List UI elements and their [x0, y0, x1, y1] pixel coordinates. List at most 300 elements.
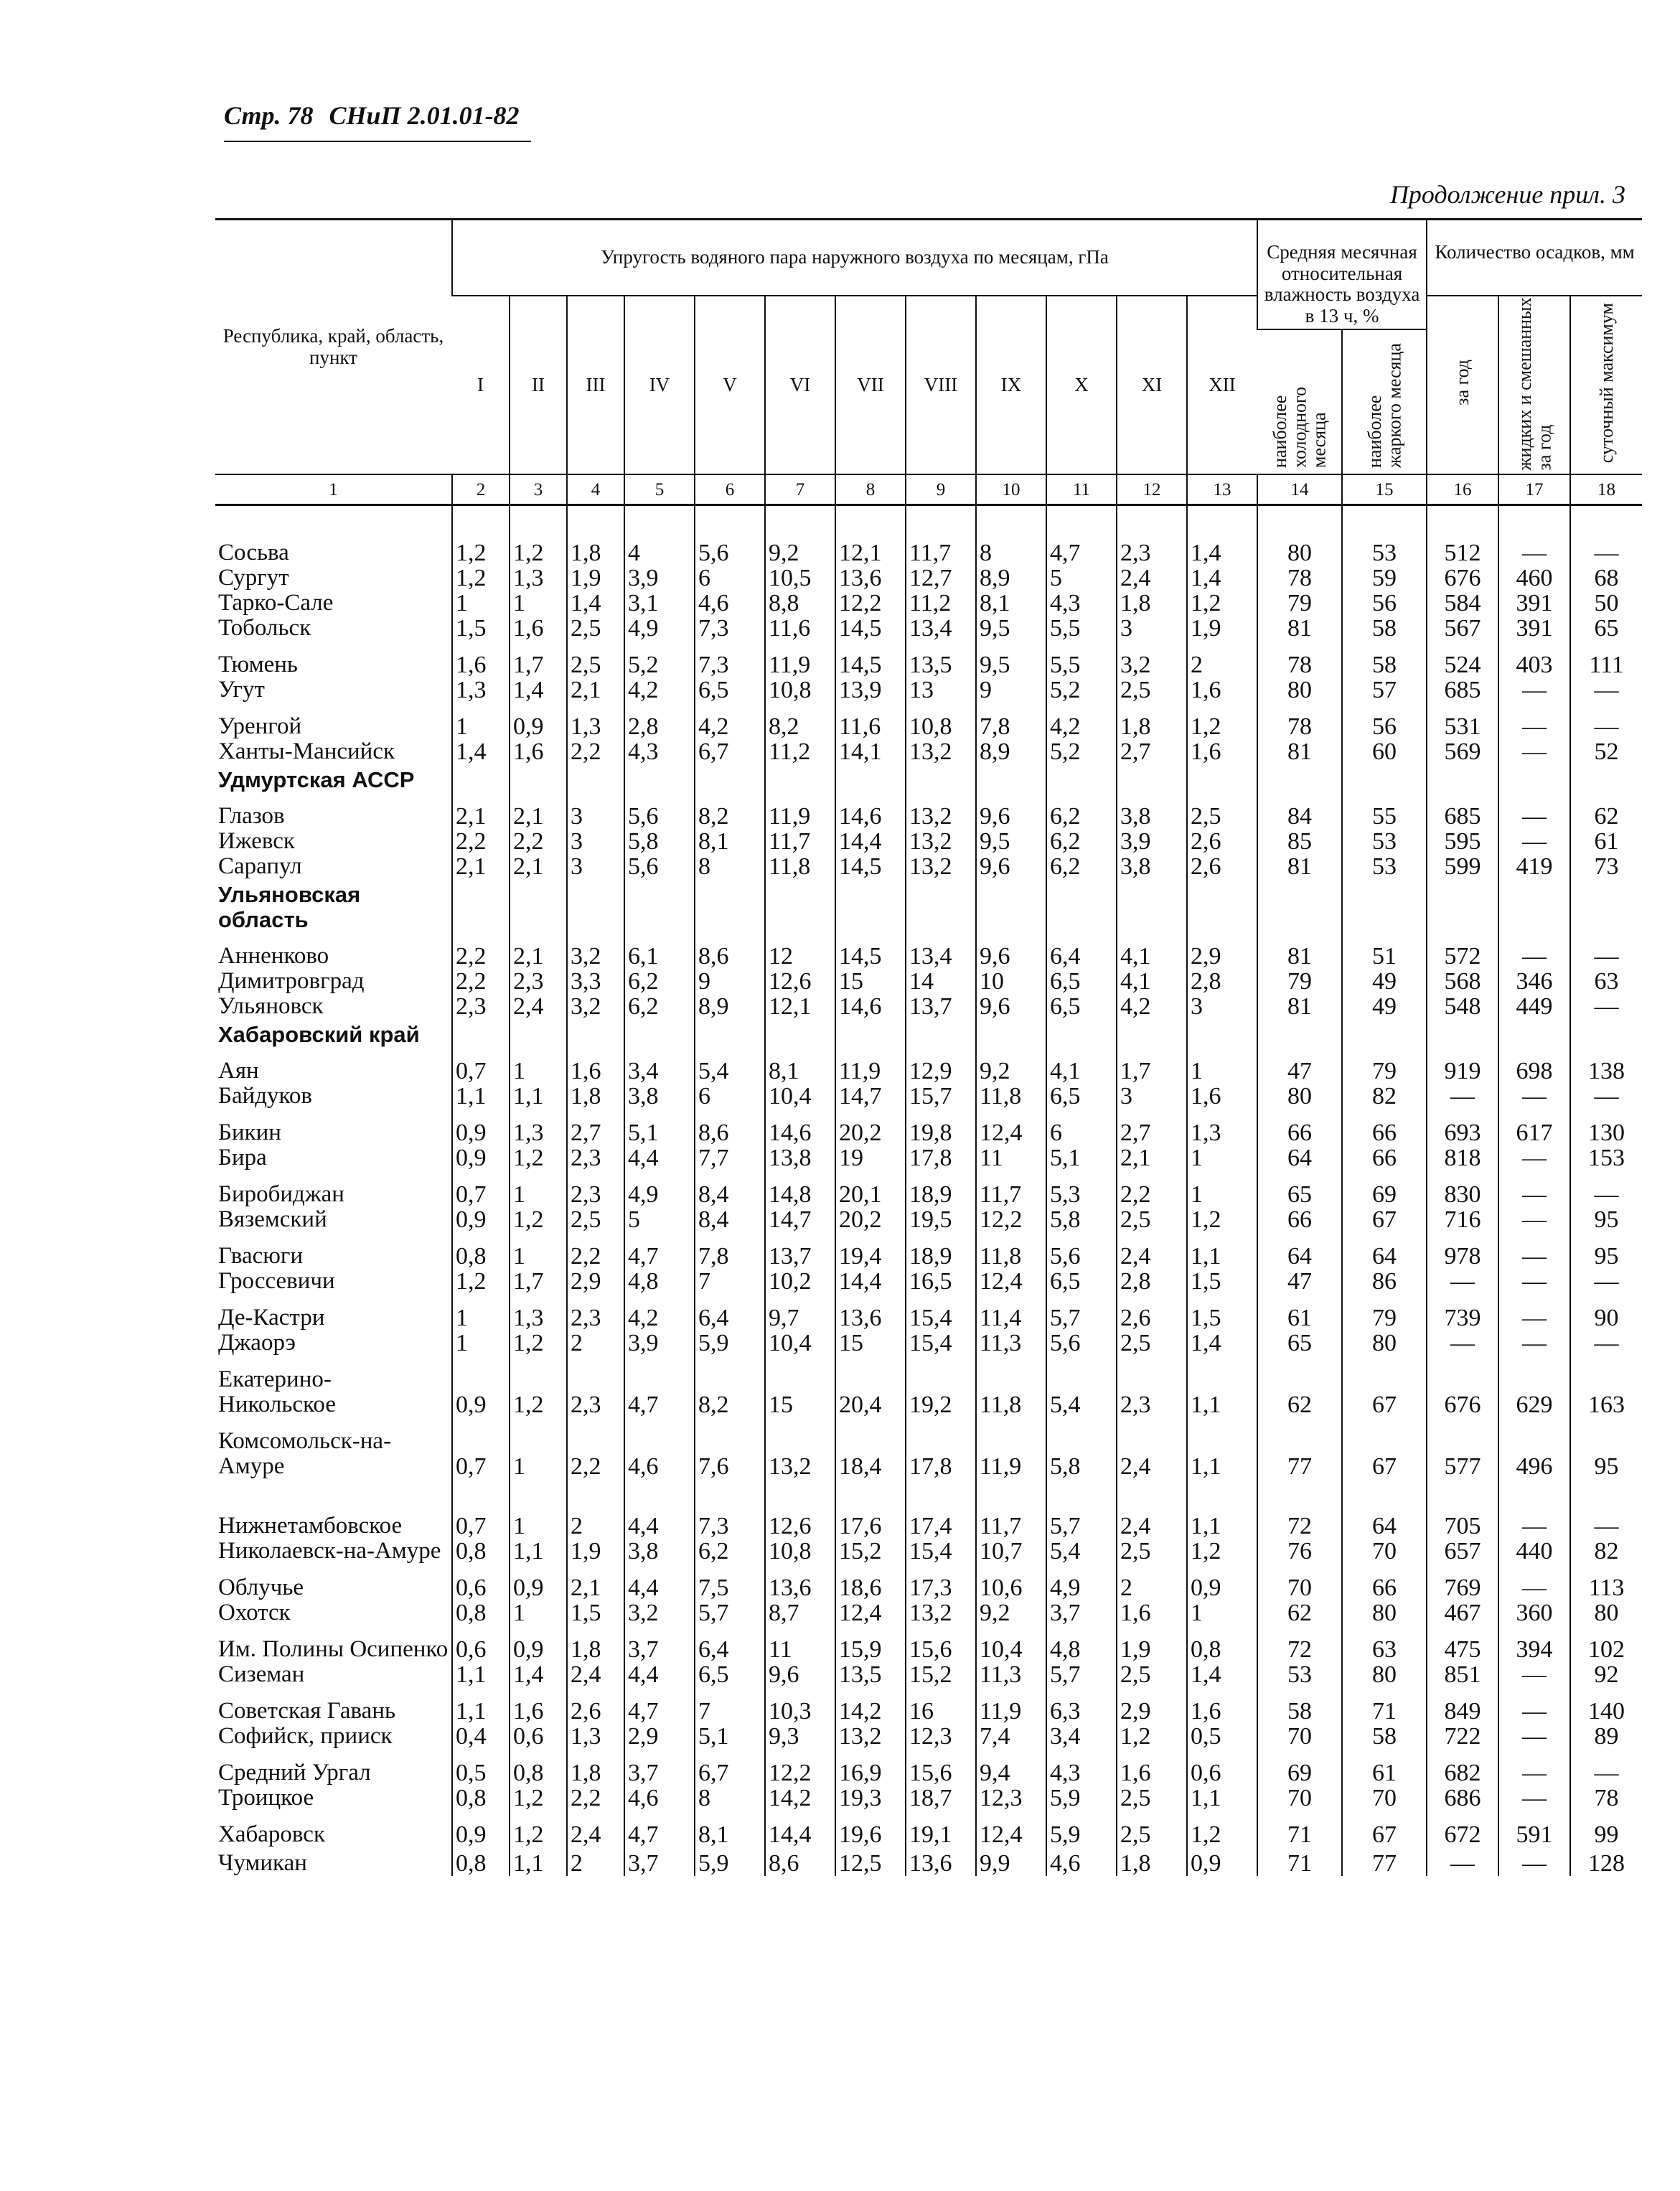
- vapor-pressure-value: 2,2: [452, 829, 510, 854]
- empty-cell: [976, 932, 1046, 944]
- empty-cell: [1498, 1687, 1570, 1699]
- empty-cell: [1570, 1417, 1642, 1429]
- col-header-month-1: I: [452, 296, 510, 474]
- vapor-pressure-value: 0,9: [452, 1367, 510, 1417]
- row-spacer: [215, 505, 1642, 541]
- vapor-pressure-value: 12,2: [835, 591, 906, 616]
- vapor-pressure-value: 4,2: [1117, 994, 1187, 1019]
- empty-cell: [835, 1047, 906, 1059]
- precipitation-value: —: [1498, 677, 1570, 703]
- precipitation-value: 591: [1498, 1822, 1570, 1847]
- empty-cell: [765, 505, 835, 541]
- empty-cell: [452, 879, 510, 932]
- vapor-pressure-value: 0,5: [452, 1760, 510, 1786]
- vapor-pressure-value: 1,8: [567, 1084, 624, 1109]
- column-number: 1: [215, 474, 452, 505]
- empty-cell: [1342, 1625, 1427, 1637]
- empty-cell: [1117, 1109, 1187, 1120]
- vapor-pressure-value: 2,1: [510, 944, 567, 969]
- column-number: 8: [835, 474, 906, 505]
- vapor-pressure-value: 16,9: [835, 1760, 906, 1786]
- vapor-pressure-value: 6,5: [1046, 994, 1117, 1019]
- empty-cell: [1187, 1294, 1257, 1305]
- precipitation-value: 577: [1427, 1429, 1498, 1479]
- empty-cell: [1427, 1294, 1498, 1305]
- vapor-pressure-value: 6,5: [1046, 1084, 1117, 1109]
- empty-cell: [1046, 1811, 1117, 1822]
- empty-cell: [1427, 792, 1498, 804]
- precipitation-value: 346: [1498, 969, 1570, 994]
- precipitation-value: 391: [1498, 591, 1570, 616]
- empty-cell: [976, 703, 1046, 714]
- vapor-pressure-value: 8,6: [695, 1120, 765, 1145]
- precipitation-value: 531: [1427, 714, 1498, 739]
- precipitation-value: —: [1570, 677, 1642, 703]
- empty-cell: [1046, 1687, 1117, 1699]
- humidity-value: 58: [1342, 1724, 1427, 1749]
- vapor-pressure-value: 0,8: [452, 1539, 510, 1564]
- empty-cell: [835, 764, 906, 792]
- vapor-pressure-value: 5,6: [695, 540, 765, 566]
- humidity-value: 85: [1257, 829, 1342, 854]
- vapor-pressure-value: 13: [906, 677, 976, 703]
- empty-cell: [1570, 1232, 1642, 1244]
- col-header-precip-liquid: жидких и смешанных за год: [1498, 296, 1570, 474]
- vapor-pressure-value: 0,9: [452, 1120, 510, 1145]
- empty-cell: [1498, 1811, 1570, 1822]
- empty-cell: [1427, 1170, 1498, 1182]
- vapor-pressure-value: 0,6: [452, 1637, 510, 1662]
- empty-cell: [567, 1749, 624, 1760]
- vapor-pressure-value: 1,4: [452, 739, 510, 764]
- vapor-pressure-value: 7: [695, 1699, 765, 1724]
- empty-cell: [567, 1479, 624, 1514]
- precipitation-value: 567: [1427, 616, 1498, 641]
- empty-cell: [695, 1019, 765, 1047]
- vapor-pressure-value: 1,3: [510, 1120, 567, 1145]
- vapor-pressure-value: 0,9: [1187, 1847, 1257, 1876]
- empty-cell: [510, 932, 567, 944]
- place-name: Анненково: [218, 943, 329, 970]
- row-spacer: [215, 1564, 1642, 1575]
- vapor-pressure-value: 9,4: [976, 1760, 1046, 1786]
- empty-cell: [452, 764, 510, 792]
- place-name: Сиземан: [218, 1661, 305, 1688]
- humidity-value: 79: [1342, 1305, 1427, 1331]
- precipitation-value: —: [1570, 1269, 1642, 1294]
- vapor-pressure-value: 4,7: [624, 1822, 695, 1847]
- table-row: [215, 1575, 1642, 1600]
- place-name: Уренгой: [218, 713, 302, 740]
- precipitation-value: —: [1427, 1269, 1498, 1294]
- empty-cell: [1046, 1019, 1117, 1047]
- column-number: 2: [452, 474, 510, 505]
- empty-cell: [452, 505, 510, 541]
- humidity-value: 80: [1342, 1331, 1427, 1356]
- vapor-pressure-value: 0,7: [452, 1182, 510, 1207]
- vapor-pressure-value: 15,4: [906, 1305, 976, 1331]
- place-name: Вяземский: [218, 1206, 327, 1233]
- column-number: 12: [1117, 474, 1187, 505]
- empty-cell: [1187, 1687, 1257, 1699]
- empty-cell: [1342, 1417, 1427, 1429]
- empty-cell: [1570, 1294, 1642, 1305]
- empty-cell: [1046, 703, 1117, 714]
- precipitation-value: —: [1498, 1575, 1570, 1600]
- precipitation-value: 50: [1570, 591, 1642, 616]
- empty-cell: [1187, 764, 1257, 792]
- empty-cell: [906, 1019, 976, 1047]
- empty-cell: [835, 1019, 906, 1047]
- vapor-pressure-value: 1,6: [1187, 739, 1257, 764]
- place-name: Нижнетамбовское: [218, 1513, 403, 1539]
- humidity-value: 66: [1342, 1575, 1427, 1600]
- vapor-pressure-value: 1,5: [1187, 1305, 1257, 1331]
- precipitation-value: 830: [1427, 1182, 1498, 1207]
- vapor-pressure-value: 2,5: [1117, 677, 1187, 703]
- empty-cell: [624, 703, 695, 714]
- place-name: Николаевск-на-Амуре: [218, 1538, 441, 1564]
- col-header-month-6: VI: [765, 296, 835, 474]
- row-spacer: [215, 1625, 1642, 1637]
- vapor-pressure-value: 1: [452, 714, 510, 739]
- region-name: Ульяновская область: [218, 882, 361, 933]
- empty-cell: [1117, 764, 1187, 792]
- vapor-pressure-value: 2,9: [1117, 1699, 1187, 1724]
- vapor-pressure-value: 1,3: [510, 566, 567, 591]
- empty-cell: [1046, 792, 1117, 804]
- vapor-pressure-value: 11: [765, 1637, 835, 1662]
- empty-cell: [1187, 1479, 1257, 1514]
- row-spacer: [215, 1294, 1642, 1305]
- table-row: [215, 677, 1642, 703]
- col-header-month-8: VIII: [906, 296, 976, 474]
- vapor-pressure-value: 12,2: [976, 1207, 1046, 1232]
- vapor-pressure-value: 5,4: [1046, 1367, 1117, 1417]
- column-number: 5: [624, 474, 695, 505]
- vapor-pressure-value: 8,1: [695, 1822, 765, 1847]
- empty-cell: [567, 505, 624, 541]
- empty-cell: [510, 764, 567, 792]
- precipitation-value: 80: [1570, 1600, 1642, 1625]
- place-name: Тобольск: [218, 615, 311, 642]
- empty-cell: [835, 879, 906, 932]
- vapor-pressure-value: 5,6: [1046, 1331, 1117, 1356]
- vapor-pressure-value: 19,1: [906, 1822, 976, 1847]
- empty-cell: [1570, 1019, 1642, 1047]
- precipitation-value: 676: [1427, 566, 1498, 591]
- vapor-pressure-value: 11,7: [976, 1514, 1046, 1539]
- vapor-pressure-value: 2,4: [567, 1662, 624, 1687]
- empty-cell: [1427, 1564, 1498, 1575]
- vapor-pressure-value: 0,8: [452, 1786, 510, 1811]
- vapor-pressure-value: 1,8: [1117, 1847, 1187, 1876]
- vapor-pressure-value: 0,8: [452, 1600, 510, 1625]
- empty-cell: [1257, 1232, 1342, 1244]
- empty-cell: [1498, 1047, 1570, 1059]
- empty-cell: [567, 879, 624, 932]
- place-name: Екатерино-Никольское: [218, 1366, 336, 1418]
- vapor-pressure-value: 1: [452, 591, 510, 616]
- empty-cell: [835, 1749, 906, 1760]
- vapor-pressure-value: 1,2: [510, 1822, 567, 1847]
- precipitation-value: 595: [1427, 829, 1498, 854]
- empty-cell: [215, 1625, 452, 1637]
- empty-cell: [452, 1687, 510, 1699]
- vapor-pressure-value: 5,1: [624, 1120, 695, 1145]
- table-row: [215, 1269, 1642, 1294]
- vapor-pressure-value: 2,2: [567, 1786, 624, 1811]
- vapor-pressure-value: 1,8: [567, 1760, 624, 1786]
- empty-cell: [1187, 1232, 1257, 1244]
- precipitation-value: 419: [1498, 854, 1570, 879]
- vapor-pressure-value: 1,6: [567, 1059, 624, 1084]
- place-name: Угут: [218, 677, 265, 703]
- table-body: [215, 505, 1642, 1877]
- vapor-pressure-value: 1,3: [567, 1724, 624, 1749]
- place-name: Им. Полины Осипенко: [218, 1636, 449, 1663]
- precipitation-value: 403: [1498, 652, 1570, 677]
- empty-cell: [1117, 1749, 1187, 1760]
- empty-cell: [1342, 879, 1427, 932]
- empty-cell: [215, 703, 452, 714]
- vapor-pressure-value: 3,2: [567, 944, 624, 969]
- vapor-pressure-value: 13,7: [765, 1244, 835, 1269]
- empty-cell: [695, 1294, 765, 1305]
- humidity-value: 76: [1257, 1539, 1342, 1564]
- precipitation-value: —: [1498, 944, 1570, 969]
- empty-cell: [1187, 1356, 1257, 1367]
- row-spacer: [215, 1047, 1642, 1059]
- empty-cell: [1342, 1479, 1427, 1514]
- empty-cell: [1117, 505, 1187, 541]
- empty-cell: [1117, 792, 1187, 804]
- vapor-pressure-value: 10,6: [976, 1575, 1046, 1600]
- vapor-pressure-value: 2,9: [624, 1724, 695, 1749]
- empty-cell: [1498, 505, 1570, 541]
- empty-cell: [906, 1811, 976, 1822]
- vapor-pressure-value: 4,8: [624, 1269, 695, 1294]
- vapor-pressure-value: 4,6: [695, 591, 765, 616]
- vapor-pressure-value: 6,3: [1046, 1699, 1117, 1724]
- place-name: Тюмень: [218, 652, 298, 678]
- vapor-pressure-value: 5: [1046, 566, 1117, 591]
- empty-cell: [452, 1294, 510, 1305]
- vapor-pressure-value: 10,8: [765, 1539, 835, 1564]
- vapor-pressure-value: 2,5: [567, 1207, 624, 1232]
- vapor-pressure-value: 2,1: [567, 677, 624, 703]
- empty-cell: [1257, 1109, 1342, 1120]
- humidity-value: 78: [1257, 652, 1342, 677]
- humidity-value: 70: [1257, 1786, 1342, 1811]
- vapor-pressure-value: 15: [765, 1367, 835, 1417]
- vapor-pressure-value: 14,5: [835, 652, 906, 677]
- vapor-pressure-value: 5,6: [1046, 1244, 1117, 1269]
- empty-cell: [906, 1687, 976, 1699]
- vapor-pressure-value: 10,8: [906, 714, 976, 739]
- humidity-value: 66: [1257, 1207, 1342, 1232]
- vapor-pressure-value: 9,6: [765, 1662, 835, 1687]
- empty-cell: [765, 1625, 835, 1637]
- empty-cell: [452, 1047, 510, 1059]
- vapor-pressure-value: 4,3: [1046, 591, 1117, 616]
- vapor-pressure-value: 15: [835, 969, 906, 994]
- empty-cell: [695, 1109, 765, 1120]
- place-name: Ижевск: [218, 828, 295, 855]
- empty-cell: [906, 1417, 976, 1429]
- empty-cell: [1342, 1294, 1427, 1305]
- empty-cell: [906, 1232, 976, 1244]
- empty-cell: [510, 1417, 567, 1429]
- vapor-pressure-value: 3,8: [1117, 854, 1187, 879]
- vapor-pressure-value: 8,9: [976, 739, 1046, 764]
- vapor-pressure-value: 8,2: [765, 714, 835, 739]
- vapor-pressure-value: 6,2: [624, 969, 695, 994]
- empty-cell: [624, 792, 695, 804]
- empty-cell: [1570, 1625, 1642, 1637]
- vapor-pressure-value: 13,2: [906, 739, 976, 764]
- empty-cell: [1257, 505, 1342, 541]
- empty-cell: [976, 1811, 1046, 1822]
- vapor-pressure-value: 1,5: [1187, 1269, 1257, 1294]
- empty-cell: [1427, 932, 1498, 944]
- vapor-pressure-value: 4,4: [624, 1662, 695, 1687]
- empty-cell: [567, 1047, 624, 1059]
- empty-cell: [1427, 1356, 1498, 1367]
- vapor-pressure-value: 5,7: [1046, 1514, 1117, 1539]
- empty-cell: [1342, 641, 1427, 652]
- vapor-pressure-value: 6,5: [1046, 969, 1117, 994]
- column-number-row: [215, 474, 1642, 505]
- climate-table: [215, 218, 1642, 1876]
- empty-cell: [1570, 1687, 1642, 1699]
- vapor-pressure-value: 0,5: [1187, 1724, 1257, 1749]
- vapor-pressure-value: 14,4: [835, 829, 906, 854]
- col-header-month-11: XI: [1117, 296, 1187, 474]
- humidity-value: 81: [1257, 854, 1342, 879]
- empty-cell: [976, 1749, 1046, 1760]
- vapor-pressure-value: 9,9: [976, 1847, 1046, 1876]
- precipitation-value: 572: [1427, 944, 1498, 969]
- vapor-pressure-value: 2,9: [567, 1269, 624, 1294]
- col-header-month-7: VII: [835, 296, 906, 474]
- empty-cell: [1257, 764, 1342, 792]
- empty-cell: [624, 1417, 695, 1429]
- vapor-pressure-value: 1: [510, 591, 567, 616]
- precipitation-value: 61: [1570, 829, 1642, 854]
- continuation-note: Продолжение прил. 3: [1389, 180, 1625, 209]
- empty-cell: [1046, 1749, 1117, 1760]
- humidity-value: 86: [1342, 1269, 1427, 1294]
- precipitation-value: —: [1570, 1514, 1642, 1539]
- vapor-pressure-value: 1,8: [567, 540, 624, 566]
- precipitation-value: 739: [1427, 1305, 1498, 1331]
- vapor-pressure-value: 4: [624, 540, 695, 566]
- precipitation-value: 818: [1427, 1145, 1498, 1170]
- vapor-pressure-value: 13,2: [906, 804, 976, 829]
- empty-cell: [452, 1564, 510, 1575]
- vapor-pressure-value: 0,7: [452, 1514, 510, 1539]
- vapor-pressure-value: 1,4: [1187, 540, 1257, 566]
- empty-cell: [835, 1170, 906, 1182]
- place-name: Димитровград: [218, 968, 365, 995]
- row-spacer: [215, 1170, 1642, 1182]
- header-divider: [224, 141, 531, 142]
- vapor-pressure-value: 1: [510, 1059, 567, 1084]
- precipitation-value: —: [1498, 1514, 1570, 1539]
- col-header-precip-year: за год: [1427, 296, 1498, 474]
- vapor-pressure-value: 12,7: [906, 566, 976, 591]
- vapor-pressure-value: 3,9: [1117, 829, 1187, 854]
- vapor-pressure-value: 14,7: [765, 1207, 835, 1232]
- vapor-pressure-value: 1,3: [1187, 1120, 1257, 1145]
- vapor-pressure-value: 11,9: [765, 652, 835, 677]
- empty-cell: [1257, 1811, 1342, 1822]
- vapor-pressure-value: 8,1: [695, 829, 765, 854]
- vapor-pressure-value: 6,2: [1046, 829, 1117, 854]
- vapor-pressure-value: 5,2: [1046, 739, 1117, 764]
- empty-cell: [215, 1109, 452, 1120]
- vapor-pressure-value: 0,7: [452, 1059, 510, 1084]
- empty-cell: [510, 1294, 567, 1305]
- precipitation-value: —: [1570, 540, 1642, 566]
- vapor-pressure-value: 1,3: [452, 677, 510, 703]
- vapor-pressure-value: 1,9: [1117, 1637, 1187, 1662]
- humidity-value: 56: [1342, 591, 1427, 616]
- empty-cell: [452, 1109, 510, 1120]
- col-header-month-2: II: [510, 296, 567, 474]
- vapor-pressure-value: 2: [567, 1847, 624, 1876]
- precipitation-value: —: [1498, 714, 1570, 739]
- empty-cell: [1117, 1687, 1187, 1699]
- precipitation-value: 82: [1570, 1539, 1642, 1564]
- vapor-pressure-value: 4,3: [1046, 1760, 1117, 1786]
- empty-cell: [1342, 792, 1427, 804]
- column-number: 15: [1342, 474, 1427, 505]
- vapor-pressure-value: 1,1: [1187, 1786, 1257, 1811]
- empty-cell: [765, 764, 835, 792]
- table-row: [215, 1059, 1642, 1084]
- vapor-pressure-value: 1,6: [452, 652, 510, 677]
- empty-cell: [1046, 764, 1117, 792]
- empty-cell: [510, 1687, 567, 1699]
- vapor-pressure-value: 2,7: [1117, 1120, 1187, 1145]
- vapor-pressure-value: 14,4: [765, 1822, 835, 1847]
- page-number: Стр. 78: [224, 101, 314, 130]
- humidity-value: 58: [1342, 616, 1427, 641]
- vapor-pressure-value: 2,1: [510, 854, 567, 879]
- empty-cell: [695, 1232, 765, 1244]
- empty-cell: [1427, 1109, 1498, 1120]
- empty-cell: [1257, 1356, 1342, 1367]
- precipitation-value: —: [1498, 1847, 1570, 1876]
- vapor-pressure-value: 3,2: [567, 994, 624, 1019]
- col-header-month-9: IX: [976, 296, 1046, 474]
- empty-cell: [1427, 1625, 1498, 1637]
- empty-cell: [695, 932, 765, 944]
- vapor-pressure-value: 1,1: [452, 1084, 510, 1109]
- precipitation-value: 569: [1427, 739, 1498, 764]
- empty-cell: [765, 1479, 835, 1514]
- vapor-pressure-value: 13,2: [906, 829, 976, 854]
- vapor-pressure-value: 1,2: [1187, 714, 1257, 739]
- vapor-pressure-value: 11,8: [976, 1367, 1046, 1417]
- precipitation-value: —: [1498, 1207, 1570, 1232]
- empty-cell: [1257, 792, 1342, 804]
- vapor-pressure-value: 1,6: [1187, 1084, 1257, 1109]
- empty-cell: [835, 1417, 906, 1429]
- vapor-pressure-value: 15: [835, 1331, 906, 1356]
